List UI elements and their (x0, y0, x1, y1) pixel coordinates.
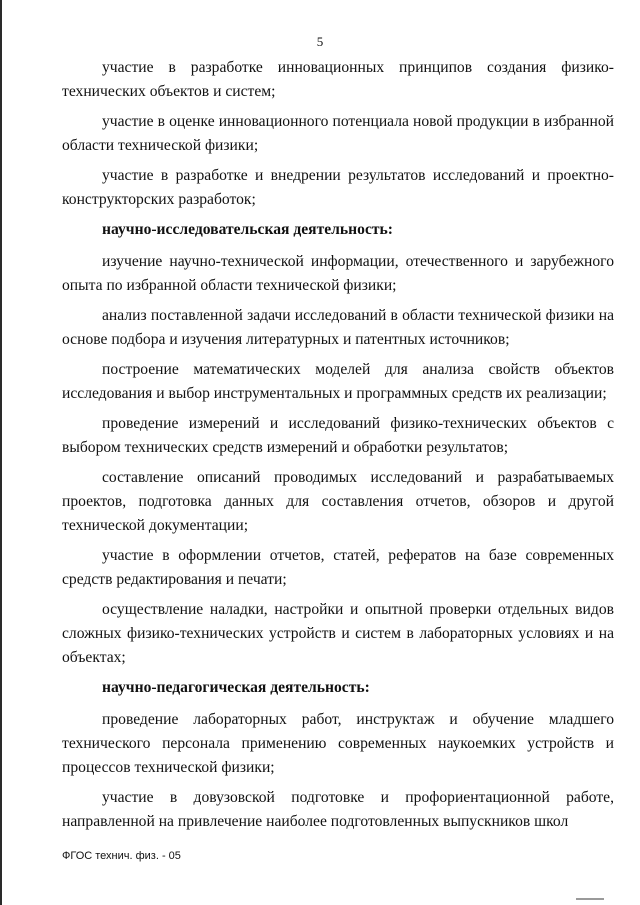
list-item: изучение научно-технической информации, отечественного и зарубежного опыта по избранной области технической физики; (62, 253, 614, 294)
section-heading-research: научно-исследовательская деятельность: (102, 221, 393, 238)
document-footer-code: ФГОС технич. физ. - 05 (62, 850, 181, 862)
list-item: участие в довузовской подготовке и профориентационной работе, направленной на привлечение наиболее подготовленных выпускников школ (62, 789, 614, 830)
list-item: участие в разработке и внедрении результатов исследований и проектно-конструкторских разработок; (62, 167, 614, 208)
list-item: осуществление наладки, настройки и опытной проверки отдельных видов сложных физико-технических устройств и систем в лабораторных условиях и на объектах; (62, 601, 614, 666)
list-item: построение математических моделей для анализа свойств объектов исследования и выбор инструментальных и программных средств их реализации; (62, 361, 614, 402)
page-number: 5 (316, 34, 324, 49)
list-item: анализ поставленной задачи исследований в области технической физики на основе подбора и изучения литературных и патентных источников; (62, 307, 614, 348)
list-item: участие в разработке инновационных принципов создания физико-технических объектов и систем; (62, 59, 614, 100)
document-body (62, 56, 614, 840)
list-item: составление описаний проводимых исследований и разрабатываемых проектов, подготовка данных для составления отчетов, обзоров и другой технической документации; (62, 469, 614, 534)
list-item: проведение лабораторных работ, инструктаж и обучение младшего технического персонала применению современных наукоемких устройств и процессов технической физики; (62, 711, 614, 776)
section-heading-pedagogical: научно-педагогическая деятельность: (102, 679, 370, 696)
list-item: участие в оценке инновационного потенциала новой продукции в избранной области технической физики; (62, 113, 614, 154)
list-item: участие в оформлении отчетов, статей, рефератов на базе современных средств редактирования и печати; (62, 547, 614, 588)
scan-mark (576, 898, 604, 900)
list-item: проведение измерений и исследований физико-технических объектов с выбором технических средств измерений и обработки результатов; (62, 415, 614, 456)
scan-page-edge (0, 0, 2, 905)
